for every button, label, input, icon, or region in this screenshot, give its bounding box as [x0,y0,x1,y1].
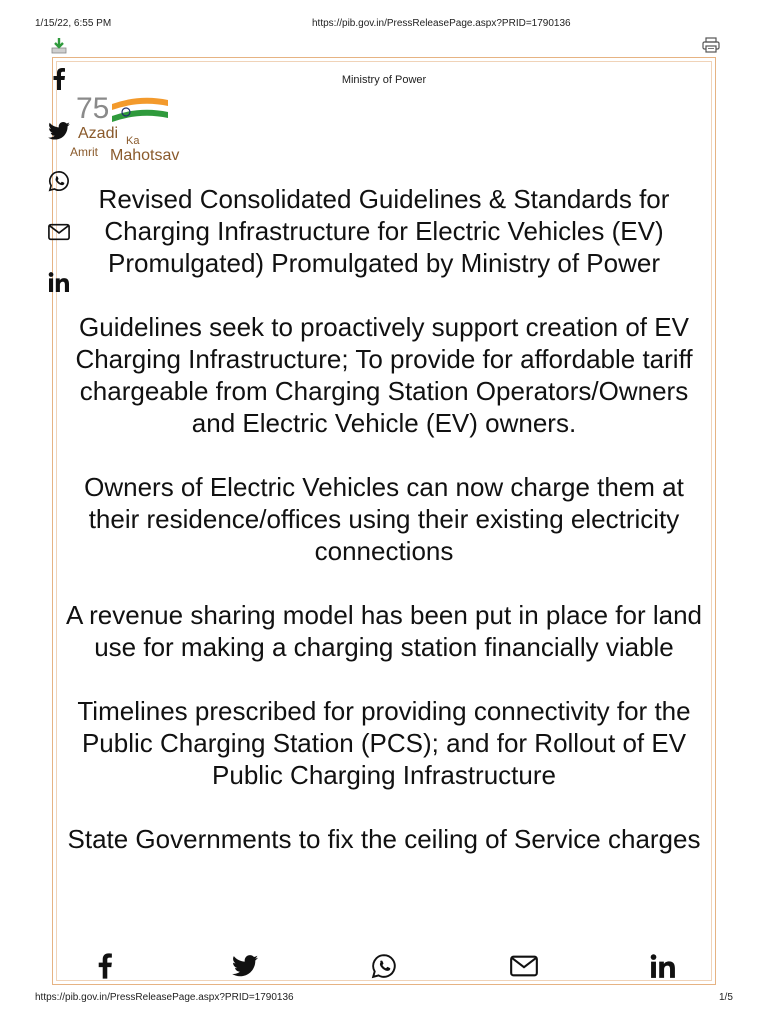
logo-amrit: Amrit [70,145,98,159]
article-point: A revenue sharing model has been put in place for land use for making a charging station financially viable [66,600,702,662]
article-title: Revised Consolidated Guidelines & Standards for Charging Infrastructure for Electric Vehicles (EV) Promulgated) Promulgated by Ministry of Power [98,184,670,278]
download-icon[interactable] [50,37,68,55]
article-point: Owners of Electric Vehicles can now charge them at their residence/offices using their existing electricity connections [84,472,684,566]
linkedin-icon[interactable] [643,950,683,982]
article-point: Guidelines seek to proactively support creation of EV Charging Infrastructure; To provide for affordable tariff chargeable from Charging Station Operators/Owners and Electric Vehicle (EV) owners. [75,312,693,438]
facebook-icon[interactable] [85,950,125,982]
printer-icon[interactable] [702,37,720,53]
logo-ka: Ka [126,135,140,147]
whatsapp-icon[interactable] [364,950,404,982]
email-icon[interactable] [504,950,544,982]
print-url: https://pib.gov.in/PressReleasePage.aspx?PRID=1790136 [312,18,571,29]
facebook-icon[interactable] [44,66,74,92]
ministry-name: Ministry of Power [341,74,427,86]
article-point: State Governments to fix the ceiling of Service charges [67,824,701,854]
twitter-icon[interactable] [225,950,265,982]
logo-mahotsav: Mahotsav [110,147,180,162]
azadi-ka-amrit-mahotsav-logo [70,90,195,162]
logo-number: 75 [76,92,110,125]
print-footer [0,992,768,1006]
logo-azadi: Azadi [78,125,119,142]
print-date: 1/15/22, 6:55 PM [35,18,112,29]
share-bar-bottom [60,950,708,982]
article-point: Timelines prescribed for providing connectivity for the Public Charging Station (PCS); and for Rollout of EV Public Charging Infrastructure [77,696,691,790]
print-footer-url: https://pib.gov.in/PressReleasePage.aspx?PRID=1790136 [35,992,294,1003]
page-number: 1/5 [719,992,733,1003]
print-header [0,18,768,32]
twitter-icon[interactable] [44,118,74,144]
article-content [64,183,704,887]
